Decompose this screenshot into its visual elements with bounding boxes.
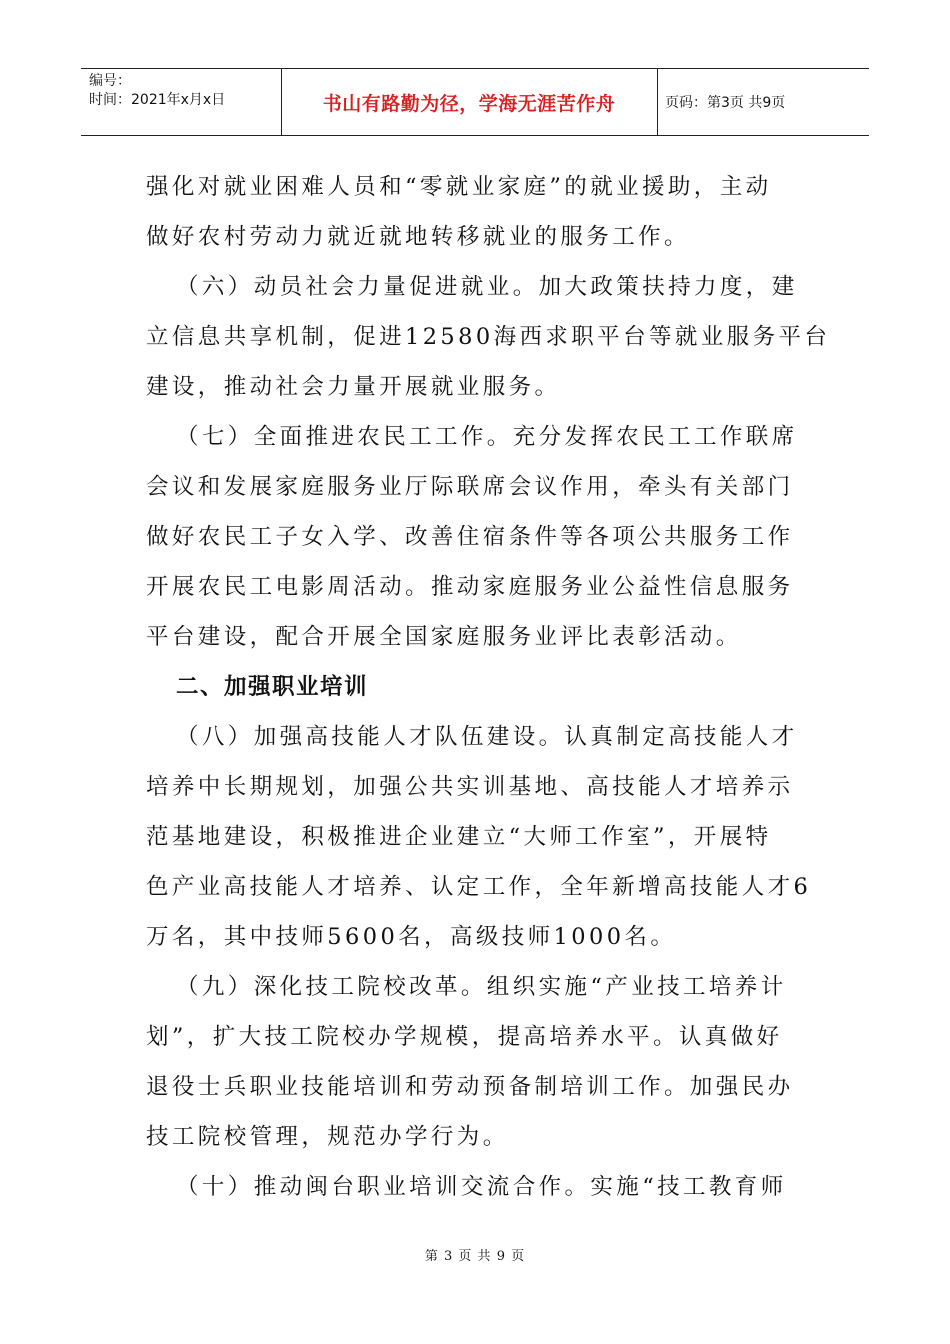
page-footer: 第 3 页 共 9 页 [424,1249,526,1264]
body-line: 立信息共享机制，促进12580海西求职平台等就业服务平台 [146,324,831,350]
header-page-cell [657,69,869,135]
document-header [81,68,869,136]
body-line: 技工院校管理，规范办学行为。 [146,1124,509,1150]
body-line: 建设，推动社会力量开展就业服务。 [146,374,561,400]
body-line: 色产业高技能人才培养、认定工作，全年新增高技能人才6 [146,874,812,900]
body-line: 培养中长期规划，加强公共实训基地、高技能人才培养示 [146,774,794,800]
body-line: 万名，其中技师5600名，高级技师1000名。 [146,924,677,950]
document-number-label: 编号： [89,73,131,89]
header-page-info: 页码：第3页 共9页 [665,95,786,111]
body-line: （十）推动闽台职业培训交流合作。实施“技工教育师 [176,1174,787,1200]
body-line: 退役士兵职业技能培训和劳动预备制培训工作。加强民办 [146,1074,794,1100]
body-line: 平台建设，配合开展全国家庭服务业评比表彰活动。 [146,624,742,650]
header-motto-cell [281,69,658,135]
body-line: 划”，扩大技工院校办学规模，提高培养水平。认真做好 [146,1024,783,1050]
body-line: （八）加强高技能人才队伍建设。认真制定高技能人才 [176,724,798,750]
body-line: 会议和发展家庭服务业厅际联席会议作用，牵头有关部门 [146,474,794,500]
body-line: 开展农民工电影周活动。推动家庭服务业公益性信息服务 [146,574,794,600]
document-time-label: 时间：2021年x月x日 [89,92,226,108]
body-line: （七）全面推进农民工工作。充分发挥农民工工作联席 [176,424,798,450]
header-motto: 书山有路勤为径，学海无涯苦作舟 [322,92,616,115]
section-heading: 二、加强职业培训 [176,674,369,700]
body-line: （六）动员社会力量促进就业。加大政策扶持力度，建 [176,274,798,300]
document-body [146,162,831,1212]
body-line: 做好农民工子女入学、改善住宿条件等各项公共服务工作 [146,524,794,550]
body-line: 范基地建设，积极推进企业建立“大师工作室”，开展特 [146,824,772,850]
header-meta-cell [81,69,282,135]
body-line: 强化对就业困难人员和“零就业家庭”的就业援助，主动 [146,174,772,200]
body-line: 做好农村劳动力就近就地转移就业的服务工作。 [146,224,690,250]
body-line: （九）深化技工院校改革。组织实施“产业技工培养计 [176,974,787,1000]
